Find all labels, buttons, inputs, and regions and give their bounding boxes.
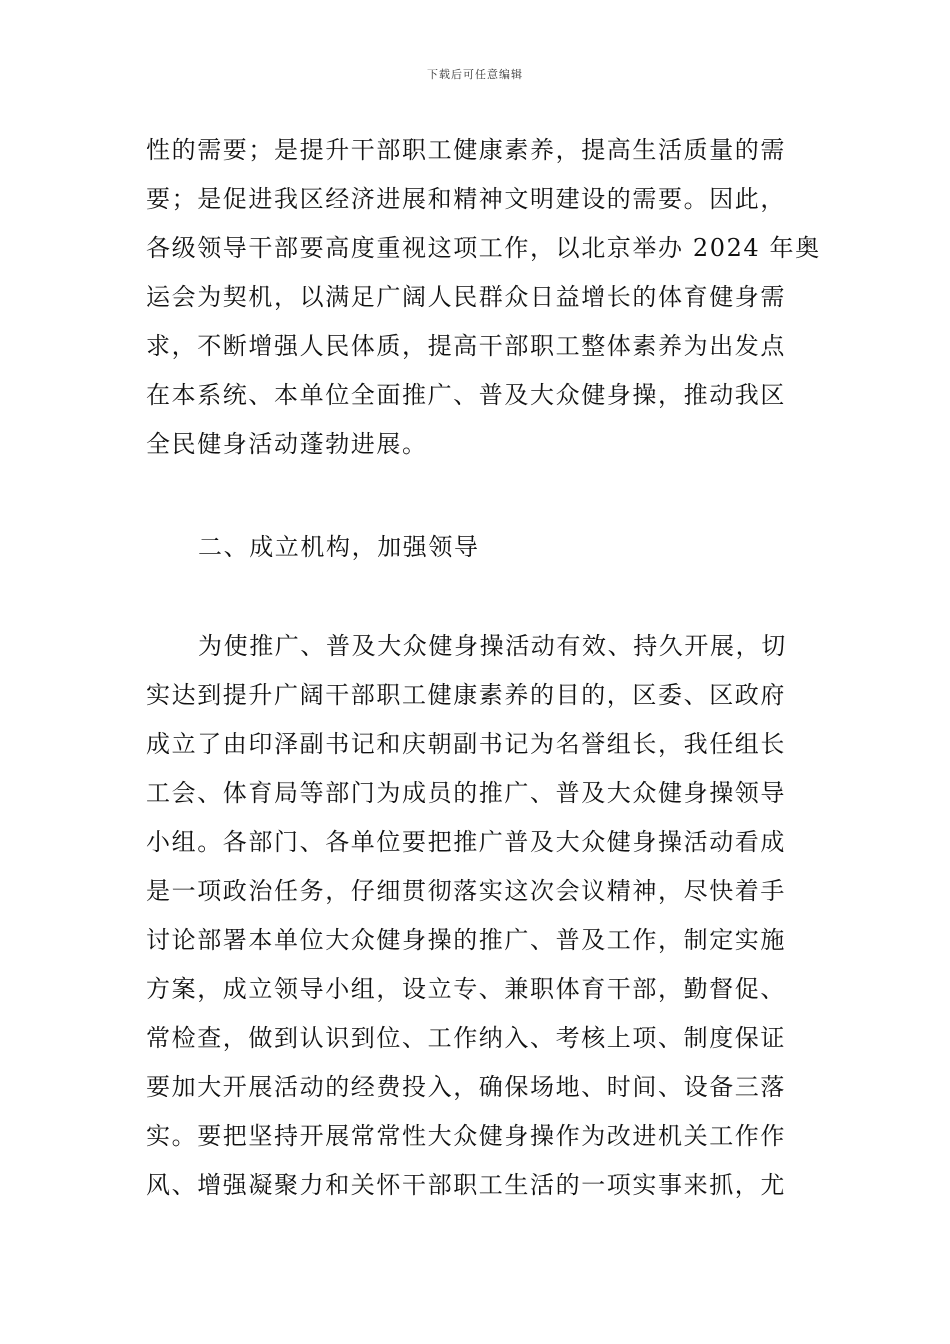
paragraph-2	[146, 622, 806, 1210]
paragraph-line: 要加大开展活动的经费投入，确保场地、时间、设备三落	[146, 1073, 786, 1101]
paragraph-line: 实。要把坚持开展常常性大众健身操作为改进机关工作作	[146, 1122, 786, 1150]
page-header: 下载后可任意编辑	[427, 68, 523, 81]
paragraph-1	[146, 126, 821, 469]
section-heading-2-block	[146, 523, 806, 572]
paragraph-line: 方案，成立领导小组，设立专、兼职体育干部，勤督促、	[146, 975, 786, 1003]
paragraph-line: 性的需要；是提升干部职工健康素养，提高生活质量的需	[146, 136, 786, 164]
paragraph-line: 小组。各部门、各单位要把推广普及大众健身操活动看成	[146, 828, 786, 856]
paragraph-line: 为使推广、普及大众健身操活动有效、持久开展，切	[198, 632, 787, 660]
paragraph-line: 工会、体育局等部门为成员的推广、普及大众健身操领导	[146, 779, 786, 807]
paragraph-line: 风、增强凝聚力和关怀干部职工生活的一项实事来抓，尤	[146, 1171, 786, 1199]
paragraph-line: 实达到提升广阔干部职工健康素养的目的，区委、区政府	[146, 681, 786, 709]
paragraph-line: 全民健身活动蓬勃进展。	[146, 430, 428, 458]
paragraph-line: 各级领导干部要高度重视这项工作，以北京举办 2024 年奥	[146, 234, 821, 262]
paragraph-line: 讨论部署本单位大众健身操的推广、普及工作，制定实施	[146, 926, 786, 954]
paragraph-line: 求，不断增强人民体质，提高干部职工整体素养为出发点	[146, 332, 786, 360]
paragraph-line: 在本系统、本单位全面推广、普及大众健身操，推动我区	[146, 381, 786, 409]
paragraph-line: 要；是促进我区经济进展和精神文明建设的需要。因此，	[146, 185, 786, 213]
paragraph-line: 运会为契机，以满足广阔人民群众日益增长的体育健身需	[146, 283, 786, 311]
section-heading: 二、成立机构，加强领导	[198, 533, 480, 561]
paragraph-line: 成立了由印泽副书记和庆朝副书记为名誉组长，我任组长	[146, 730, 786, 758]
paragraph-line: 是一项政治任务，仔细贯彻落实这次会议精神，尽快着手	[146, 877, 786, 905]
paragraph-line: 常检查，做到认识到位、工作纳入、考核上项、制度保证	[146, 1024, 786, 1052]
